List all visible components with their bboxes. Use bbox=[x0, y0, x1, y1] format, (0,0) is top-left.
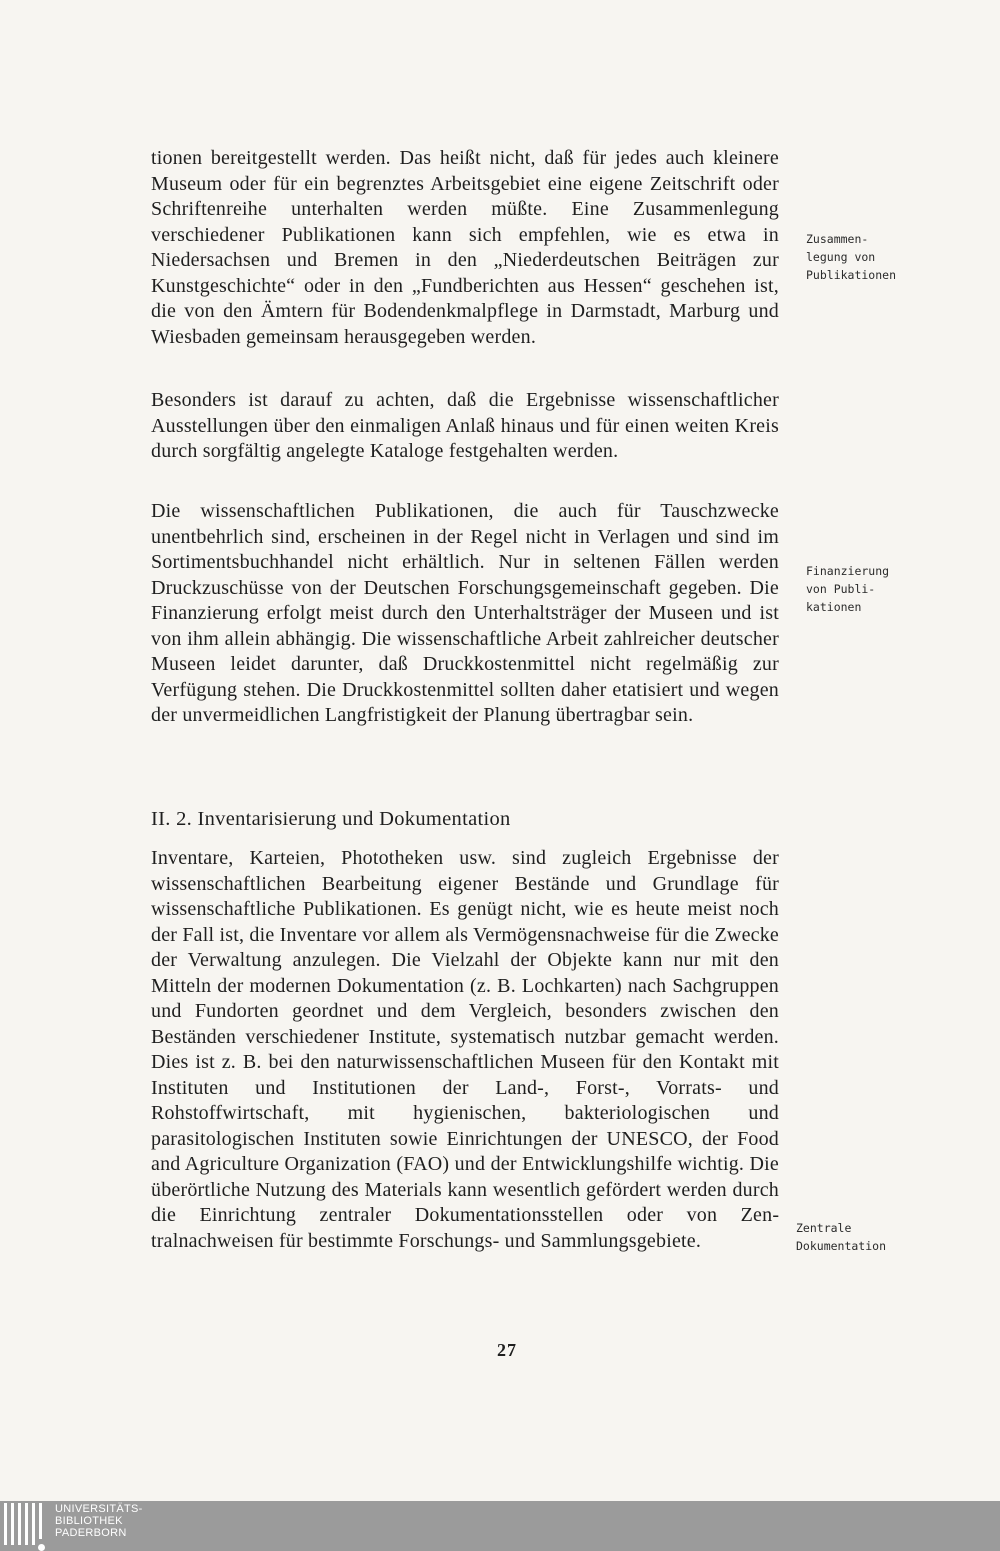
paragraph-inventory-documentation: Inventare, Karteien, Phototheken usw. sind zugleich Ergebnisse der wissenschaftlichen Bearbeitung eigener Bestände und Grundlage für wissenschaftliche Publikationen. Es genügt nicht, wie es heute meist noch der Fall ist, die Inventare vor allem als Vermögensnachweise für die Zwecke der Verwaltung anzulegen. Die Vielzahl der Objekte kann nur mit den Mitteln der modernen Dokumentation (z. B. Lochkarten) nach Sachgruppen und Fundorten geordnet und dem Vergleich, besonders zwischen den Beständen verschiedener Institute, systematisch nutzbar gemacht werden. Dies ist z. B. bei den naturwissenschaftlichen Museen für den Kontakt mit Instituten und Institutionen der Land-, Forst-, Vorrats- und Rohstoffwirtschaft, mit hygienischen, bakteriologischen und parasitologischen Instituten sowie Einrichtungen der UNESCO, der Food and Agriculture Organization (FAO) und der Entwicklungshilfe wichtig. Die überörtliche Nutzung des Materials kann wesentlich gefördert werden durch die Einrichtung zentraler Dokumentationsstellen oder von Zentralnachweisen für bestimmte Forschungs- und Sammlungsgebiete. bbox=[151, 847, 779, 1252]
library-name-line-2: BIBLIOTHEK bbox=[55, 1515, 123, 1527]
margin-note-merging-publications: Zusammen- legung von Publikationen bbox=[806, 232, 897, 282]
library-logo-icon bbox=[2, 1503, 46, 1549]
library-name-line-3: PADERBORN bbox=[55, 1527, 127, 1539]
section-heading: II. 2. Inventarisierung und Dokumentation bbox=[151, 808, 511, 830]
paragraph-financing: Die wissenschaftlichen Publikationen, die auch für Tauschzwecke unentbehrlich sind, erscheinen in der Regel nicht in Verlagen und sind im Sortimentsbuchhandel nicht erhältlich. Nur in seltenen Fällen werden Druckzuschüsse von der Deutschen Forschungsgemeinschaft gegeben. Die Finanzierung erfolgt meist durch den Unterhaltsträger der Museen und ist von ihm allein abhängig. Die wissenschaftliche Arbeit zahlreicher deutscher Museen leidet darunter, daß Druckkostenmittel nicht regelmäßig zur Verfügung stehen. Die Druckkostenmittel sollten daher etatisiert und wegen der unvermeidlichen Langfristigkeit der Planung übertragbar sein. bbox=[151, 500, 779, 726]
paragraph-publications: tionen bereitgestellt werden. Das heißt nicht, daß für jedes auch kleinere Museum oder für ein begrenztes Arbeitsgebiet eine eigene Zeitschrift oder Schriftenreihe unterhalten werden müßte. Eine Zusammenlegung verschiedener Publikationen kann sich empfehlen, wie es etwa in Niedersachsen und Bremen in den „Niederdeutschen Beiträgen zur Kunstgeschichte“ oder in den „Fundberichten aus Hessen“ geschehen ist, die von den Ämtern für Bodendenkmalpflege in Darmstadt, Marburg und Wiesbaden gemeinsam herausgegeben werden. bbox=[151, 147, 779, 348]
page-number: 27 bbox=[497, 1340, 517, 1360]
paragraph-exhibition-catalogues: Besonders ist darauf zu achten, daß die Ergebnisse wissenschaftlicher Ausstellungen über den einmaligen Anlaß hinaus und für einen weiten Kreis durch sorgfältig angelegte Kataloge festgehalten werden. bbox=[151, 389, 779, 462]
margin-note-central-documentation: Zentrale Dokumentation bbox=[796, 1221, 887, 1253]
library-name bbox=[55, 1503, 143, 1539]
library-name-line-1: UNIVERSITÄTS- bbox=[55, 1503, 143, 1515]
library-footer-bar bbox=[0, 1501, 1000, 1551]
margin-note-financing-publications: Finanzierung von Publi- kationen bbox=[806, 564, 890, 614]
